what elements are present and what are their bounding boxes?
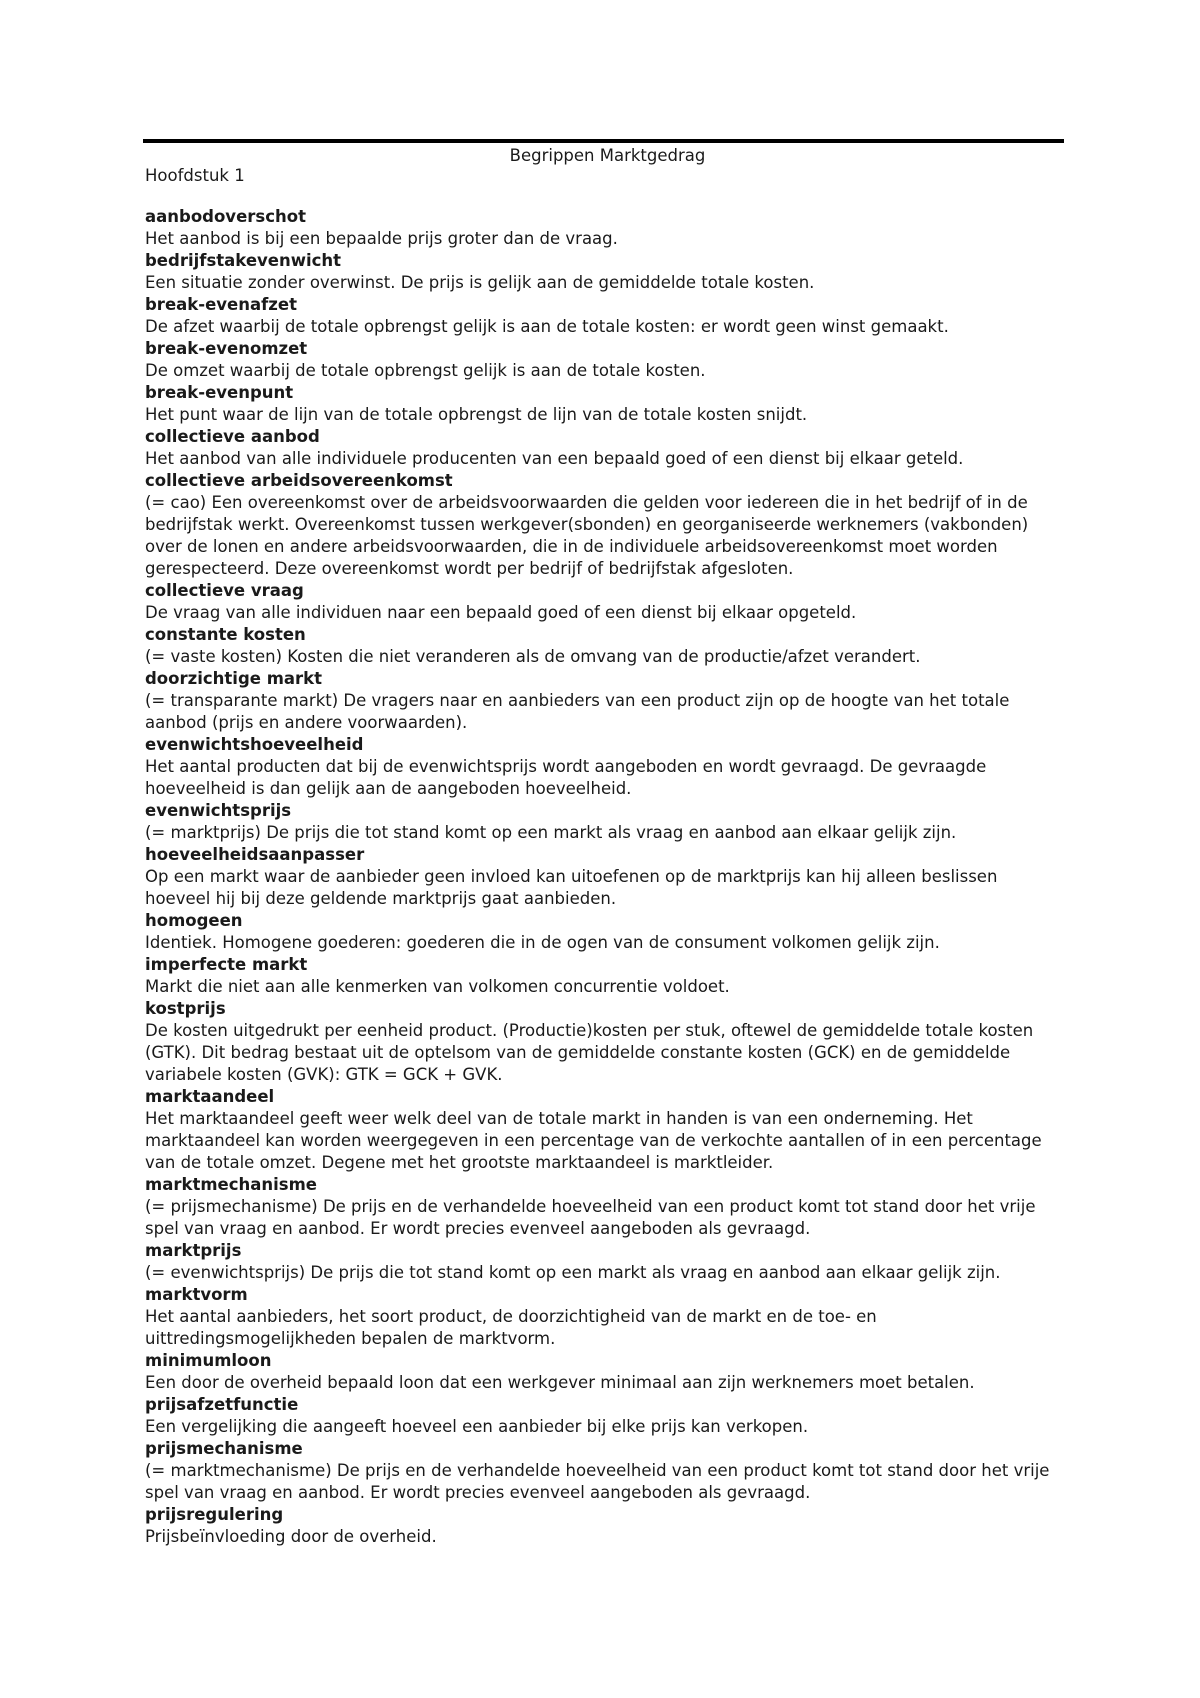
entry-definition: Op een markt waar de aanbieder geen invloed kan uitoefenen op de marktprijs kan hij alleen beslissen hoeveel hij bij deze geldende marktprijs gaat aanbieden. (145, 867, 998, 908)
entry-definition: Markt die niet aan alle kenmerken van volkomen concurrentie voldoet. (145, 977, 730, 996)
entry-definition: De afzet waarbij de totale opbrengst gelijk is aan de totale kosten: er wordt geen winst gemaakt. (145, 317, 949, 336)
entry-term: collectieve aanbod (145, 427, 320, 446)
glossary-entry (145, 580, 1065, 624)
entry-definition: Het marktaandeel geeft weer welk deel van de totale markt in handen is van een onderneming. Het marktaandeel kan worden weergegeven in een percentage van de verkochte aantallen of in een percentage van de totale omzet. Degene met het grootste marktaandeel is marktleider. (145, 1109, 1042, 1172)
entry-term: doorzichtige markt (145, 669, 323, 688)
entry-term: prijsregulering (145, 1505, 284, 1524)
entry-definition: (= marktmechanisme) De prijs en de verhandelde hoeveelheid van een product komt tot stand door het vrije spel van vraag en aanbod. Er wordt precies evenveel aangeboden als gevraagd. (145, 1461, 1050, 1502)
glossary-entry (145, 338, 1065, 382)
glossary-entry (145, 1438, 1065, 1504)
glossary-entry (145, 382, 1065, 426)
entry-term: kostprijs (145, 999, 226, 1018)
entry-definition: Identiek. Homogene goederen: goederen die in de ogen van de consument volkomen gelijk zijn. (145, 933, 940, 952)
glossary-entry (145, 1240, 1065, 1284)
glossary-entry (145, 1284, 1065, 1350)
glossary-entry (145, 954, 1065, 998)
glossary-entry (145, 668, 1065, 734)
entry-term: collectieve arbeidsovereenkomst (145, 471, 453, 490)
glossary-entry (145, 1174, 1065, 1240)
entry-definition: Het aanbod is bij een bepaalde prijs groter dan de vraag. (145, 229, 618, 248)
entry-definition: De omzet waarbij de totale opbrengst gelijk is aan de totale kosten. (145, 361, 706, 380)
glossary-entry (145, 734, 1065, 800)
glossary-entry (145, 1350, 1065, 1394)
glossary-entry (145, 250, 1065, 294)
glossary-entry (145, 470, 1065, 580)
entry-term: imperfecte markt (145, 955, 308, 974)
glossary-entry (145, 206, 1065, 250)
chapter-heading: Hoofdstuk 1 (145, 166, 245, 185)
entry-definition: (= cao) Een overeenkomst over de arbeidsvoorwaarden die gelden voor iedereen die in het bedrijf of in de bedrijfstak werkt. Overeenkomst tussen werkgever(sbonden) en georganiseerde werknemers (vakbonden) over de lonen en andere arbeidsvoorwaarden, die in de individuele arbeidsovereenkomst moet worden gerespecteerd. Deze overeenkomst wordt per bedrijf of bedrijfstak afgesloten. (145, 493, 1029, 578)
entry-term: evenwichtshoeveelheid (145, 735, 364, 754)
entry-definition: (= evenwichtsprijs) De prijs die tot stand komt op een markt als vraag en aanbod aan elkaar gelijk zijn. (145, 1263, 1001, 1282)
entry-definition: Het punt waar de lijn van de totale opbrengst de lijn van de totale kosten snijdt. (145, 405, 808, 424)
entry-definition: Het aanbod van alle individuele producenten van een bepaald goed of een dienst bij elkaar geteld. (145, 449, 964, 468)
entry-term: prijsmechanisme (145, 1439, 303, 1458)
glossary-entry (145, 844, 1065, 910)
entry-definition: De vraag van alle individuen naar een bepaald goed of een dienst bij elkaar opgeteld. (145, 603, 857, 622)
entry-definition: Een situatie zonder overwinst. De prijs is gelijk aan de gemiddelde totale kosten. (145, 273, 815, 292)
glossary-entry (145, 1086, 1065, 1174)
entry-term: break-evenomzet (145, 339, 308, 358)
entry-term: marktvorm (145, 1285, 248, 1304)
entry-term: break-evenpunt (145, 383, 294, 402)
entry-term: aanbodoverschot (145, 207, 306, 226)
entry-definition: Een door de overheid bepaald loon dat een werkgever minimaal aan zijn werknemers moet betalen. (145, 1373, 975, 1392)
entry-definition: Het aantal aanbieders, het soort product, de doorzichtigheid van de markt en de toe- en uittredingsmogelijkheden bepalen de marktvorm. (145, 1307, 877, 1348)
entry-term: marktmechanisme (145, 1175, 317, 1194)
entry-definition: Een vergelijking die aangeeft hoeveel een aanbieder bij elke prijs kan verkopen. (145, 1417, 809, 1436)
entry-term: marktaandeel (145, 1087, 275, 1106)
glossary-entry (145, 1504, 1065, 1548)
entry-definition: (= marktprijs) De prijs die tot stand komt op een markt als vraag en aanbod aan elkaar gelijk zijn. (145, 823, 957, 842)
glossary-entry (145, 800, 1065, 844)
entry-term: minimumloon (145, 1351, 272, 1370)
entry-term: prijsafzetfunctie (145, 1395, 299, 1414)
glossary-entry (145, 624, 1065, 668)
entry-definition: Prijsbeïnvloeding door de overheid. (145, 1527, 437, 1546)
entry-definition: (= vaste kosten) Kosten die niet veranderen als de omvang van de productie/afzet verandert. (145, 647, 921, 666)
entry-term: break-evenafzet (145, 295, 297, 314)
header-rule (143, 139, 1064, 143)
glossary-entry (145, 426, 1065, 470)
entry-definition: De kosten uitgedrukt per eenheid product. (Productie)kosten per stuk, oftewel de gemiddelde totale kosten (GTK). Dit bedrag bestaat uit de optelsom van de gemiddelde constante kosten (GCK) en de gemiddelde variabele kosten (GVK): GTK = GCK + GVK. (145, 1021, 1034, 1084)
entry-definition: (= prijsmechanisme) De prijs en de verhandelde hoeveelheid van een product komt tot stand door het vrije spel van vraag en aanbod. Er wordt precies evenveel aangeboden als gevraagd. (145, 1197, 1036, 1238)
glossary-entry (145, 294, 1065, 338)
entry-term: collectieve vraag (145, 581, 304, 600)
entry-term: homogeen (145, 911, 243, 930)
document-title: Begrippen Marktgedrag (509, 146, 706, 165)
entry-term: hoeveelheidsaanpasser (145, 845, 365, 864)
entry-definition: (= transparante markt) De vragers naar en aanbieders van een product zijn op de hoogte van het totale aanbod (prijs en andere voorwaarden). (145, 691, 1010, 732)
entry-term: bedrijfstakevenwicht (145, 251, 342, 270)
entry-term: marktprijs (145, 1241, 242, 1260)
entry-term: evenwichtsprijs (145, 801, 292, 820)
glossary-entry (145, 910, 1065, 954)
glossary-entry (145, 998, 1065, 1086)
glossary-list (145, 206, 1065, 1548)
glossary-entry (145, 1394, 1065, 1438)
entry-definition: Het aantal producten dat bij de evenwichtsprijs wordt aangeboden en wordt gevraagd. De gevraagde hoeveelheid is dan gelijk aan de aangeboden hoeveelheid. (145, 757, 987, 798)
entry-term: constante kosten (145, 625, 306, 644)
